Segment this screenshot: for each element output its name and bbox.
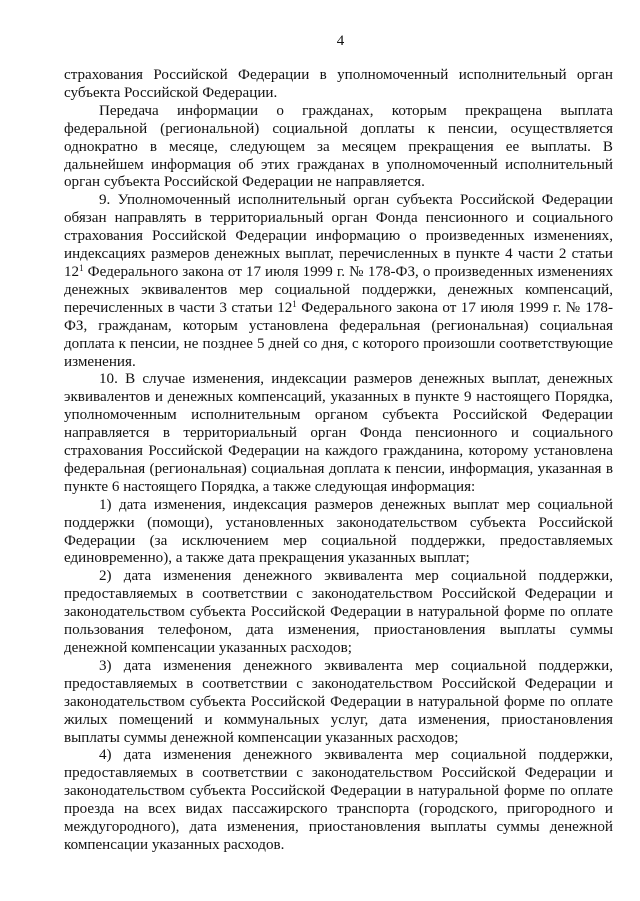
paragraph-item-9-text-3: Федерального закона от 17 июля 1999 г. № 178-ФЗ, гражданам, которым установлена федеральная (региональная) социальная доплата к пенсии, не позднее 5 дней со дня, с которого произошли соответствующие изменения. xyxy=(64,299,614,370)
list-item-4: 4) дата изменения денежного эквивалента мер социальной поддержки, предоставляемых в соответствии с законодательством Российской Федерации и законодательством субъекта Российской Федерации в натуральной форме по оплате проезда на всех видах пассажирского транспорта (городского, пригородного и междугородного), дата изменения, приостановления выплаты суммы денежной компенсации указанных расходов. xyxy=(64,747,613,853)
paragraph-continuation: страхования Российской Федерации в уполномоченный исполнительный орган субъекта Российской Федерации. xyxy=(64,67,613,101)
page-number: 4 xyxy=(336,33,345,49)
list-item-1: 1) дата изменения, индексация размеров денежных выплат мер социальной поддержки (помощи), установленных законодательством субъекта Российской Федерации (за исключением мер социальной поддержки, предоставляемых единовременно), а также дата прекращения указанных выплат; xyxy=(64,496,613,567)
list-item-3: 3) дата изменения денежного эквивалента мер социальной поддержки, предоставляемых в соответствии с законодательством Российской Федерации и законодательством субъекта Российской Федерации в натуральной форме по оплате жилых помещений и коммунальных услуг, дата изменения, приостановления выплаты суммы денежной компенсации указанных расходов; xyxy=(64,657,613,746)
paragraph-item-9-text-1: 9. Уполномоченный исполнительный орган субъекта Российской Федерации обязан направлять в территориальный орган Фонда пенсионного и социального страхования Российской Федерации информацию о произведенных изменениях, индексациях размеров денежных выплат, перечисленных в пункте 4 части 2 статьи 12 xyxy=(64,192,613,280)
paragraph-transfer-info: Передача информации о гражданах, которым прекращена выплата федеральной (региональной) социальной доплаты к пенсии, осуществляется однократно в месяце, следующем за месяцем прекращения ее выплаты. В дальнейшем информация об этих гражданах в уполномоченный исполнительный орган субъекта Российской Федерации не направляется. xyxy=(64,102,613,191)
list-item-2: 2) дата изменения денежного эквивалента мер социальной поддержки, предоставляемых в соответствии с законодательством Российской Федерации и законодательством субъекта Российской Федерации в натуральной форме по оплате пользования телефоном, дата изменения, приостановления выплаты суммы денежной компенсации указанных расходов; xyxy=(64,568,613,656)
superscript-mark: 1 xyxy=(79,262,84,273)
paragraph-item-10: 10. В случае изменения, индексации размеров денежных выплат, денежных эквивалентов и денежных компенсаций, указанных в пункте 9 настоящего Порядка, уполномоченным исполнительным органом субъекта Российской Федерации направляется в территориальный орган Фонда пенсионного и социального страхования Российской Федерации на каждого гражданина, которому установлена федеральная (региональная) социальная доплата к пенсии, информация, указанная в пункте 6 настоящего Порядка, а также следующая информация: xyxy=(64,371,613,495)
paragraph-item-9 xyxy=(64,192,613,371)
superscript-mark: 1 xyxy=(292,298,297,309)
paragraph-item-9-text-2: Федерального закона от 17 июля 1999 г. № 178-ФЗ, о произведенных изменениях денежных эквивалентов мер социальной поддержки, денежных компенсаций, перечисленных в части 3 статьи 12 xyxy=(64,263,613,316)
